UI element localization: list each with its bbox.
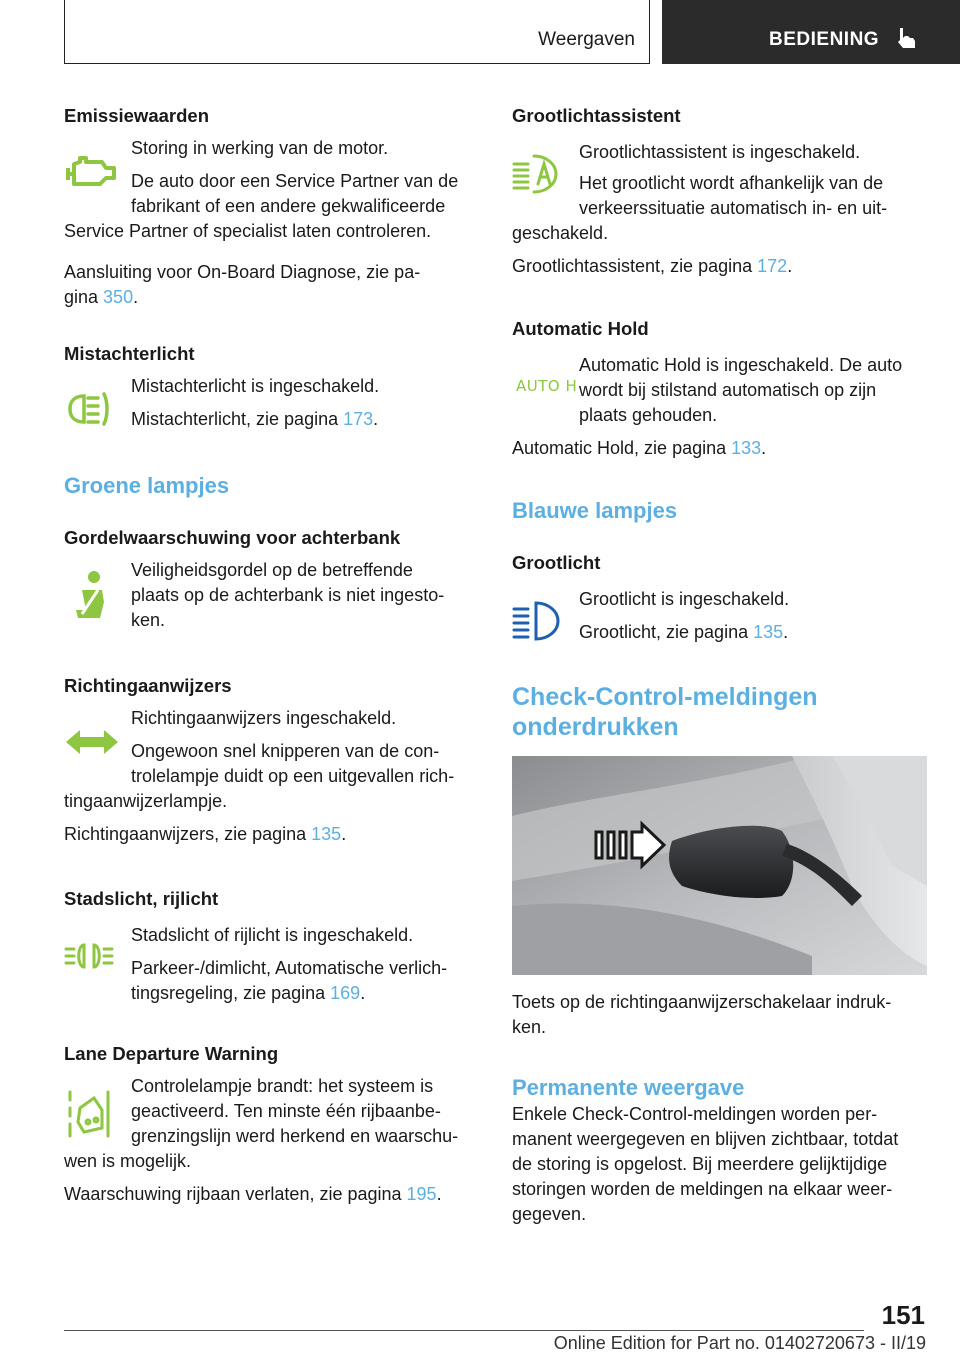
text-span: tingsregeling, zie pagina (131, 983, 331, 1003)
text-span: Grootlicht, zie pagina (579, 622, 754, 642)
page-link-133[interactable]: 133 (731, 438, 762, 458)
text-line: Grootlichtassistent is ingeschakeld. (579, 142, 861, 162)
section-permanente-weergave (512, 1074, 926, 1227)
text-line (512, 254, 926, 279)
page-link-350[interactable]: 350 (103, 287, 134, 307)
text-line (64, 822, 476, 847)
text-span: . (783, 622, 789, 642)
text-line (64, 1182, 476, 1207)
section-automatic-hold (512, 317, 926, 461)
heading-automatic-hold: Automatic Hold (512, 318, 649, 339)
text-line: wordt bij stilstand automatisch op zijn (579, 380, 877, 400)
text-line: Parkeer-/dimlicht, Automatische verlich- (131, 958, 448, 978)
text-line: Het grootlicht wordt afhankelijk van de (579, 173, 884, 193)
text-line (64, 407, 476, 432)
text-line: geactiveerd. Ten minste één rijbaanbe- (131, 1101, 441, 1121)
heading-mistachterlicht: Mistachterlicht (64, 343, 195, 364)
high-beam-assistant-icon (512, 152, 564, 196)
section-gordelwaarschuwing (64, 526, 476, 633)
lane-departure-icon (64, 1088, 114, 1140)
page-link-169[interactable]: 169 (330, 983, 361, 1003)
heading-gordelwaarschuwing: Gordelwaarschuwing voor achterbank (64, 527, 401, 548)
heading-grootlichtassistent: Grootlichtassistent (512, 105, 681, 126)
text-span: . (761, 438, 767, 458)
text-line: tingaanwijzerlampje. (64, 791, 228, 811)
text-line: Toets op de richtingaanwijzerschakelaar indruk- (512, 992, 892, 1012)
section-blauwe-lampjes (512, 497, 926, 525)
text-line: ken. (512, 1017, 547, 1037)
text-span: . (133, 287, 139, 307)
section-groene-lampjes (64, 472, 476, 500)
heading-grootlicht: Grootlicht (512, 552, 601, 573)
text-line: Service Partner of specialist laten controleren. (64, 221, 432, 241)
header-section-label: Weergaven (538, 29, 635, 50)
turn-signal-arrows-icon (64, 726, 120, 758)
text-line: plaats op de achterbank is niet ingesto- (131, 585, 445, 605)
section-grootlichtassistent (512, 104, 926, 279)
text-line: gegeven. (512, 1204, 587, 1224)
section-emissiewaarden (64, 104, 476, 310)
turn-signal-stalk-illustration (512, 756, 927, 975)
text-line: wen is mogelijk. (64, 1151, 192, 1171)
high-beam-icon (512, 599, 564, 643)
text-line: Grootlicht is ingeschakeld. (579, 589, 790, 609)
heading-richtingaanwijzers: Richtingaanwijzers (64, 675, 232, 696)
text-line: de storing is opgelost. Bij meerdere gelijktijdige (512, 1154, 888, 1174)
photo-caption (512, 990, 926, 1040)
heading-emissiewaarden: Emissiewaarden (64, 105, 209, 126)
page-link-135[interactable]: 135 (311, 824, 342, 844)
text-line: storingen worden de meldingen na elkaar weer- (512, 1179, 893, 1199)
section-stadslicht (64, 887, 476, 1006)
text-line: Veiligheidsgordel op de betreffende (131, 560, 413, 580)
text-line: ken. (131, 610, 166, 630)
text-span: Richtingaanwijzers, zie pagina (64, 824, 312, 844)
text-line: verkeerssituatie automatisch in- en uit- (579, 198, 888, 218)
heading-groene-lampjes: Groene lampjes (64, 473, 230, 498)
text-span: Waarschuwing rijbaan verlaten, zie pagina (64, 1184, 407, 1204)
text-span: . (436, 1184, 442, 1204)
heading-lane-departure: Lane Departure Warning (64, 1043, 279, 1064)
section-check-control (512, 682, 926, 742)
text-span: Grootlichtassistent, zie pagina (512, 256, 758, 276)
text-line: Mistachterlicht is ingeschakeld. (131, 376, 380, 396)
text-line: Aansluiting voor On-Board Diagnose, zie pa- (64, 262, 421, 282)
heading-blauwe-lampjes: Blauwe lampjes (512, 498, 678, 523)
text-span: Automatic Hold, zie pagina (512, 438, 732, 458)
page-link-135[interactable]: 135 (753, 622, 784, 642)
parking-light-icon (64, 941, 114, 971)
heading-check-control-2: onderdrukken (512, 713, 679, 741)
text-line: Ongewoon snel knipperen van de con- (131, 741, 440, 761)
text-line: geschakeld. (512, 223, 609, 243)
text-line: Controlelampje brandt: het systeem is (131, 1076, 434, 1096)
heading-check-control-1: Check-Control-meldingen (512, 683, 818, 711)
header-chapter-label: BEDIENING (769, 29, 880, 50)
text-line: Stadslicht of rijlicht is ingeschakeld. (131, 925, 414, 945)
text-span: . (373, 409, 379, 429)
rear-fog-light-icon (64, 390, 120, 430)
text-line: Storing in werking van de motor. (131, 138, 389, 158)
text-span: . (360, 983, 366, 1003)
text-line: manent weergegeven en blijven zichtbaar, totdat (512, 1129, 899, 1149)
page-number: 151 (881, 1300, 925, 1330)
text-line: Enkele Check-Control-meldingen worden per- (512, 1104, 878, 1124)
page-link-173[interactable]: 173 (343, 409, 374, 429)
text-line (512, 436, 926, 461)
text-span: . (787, 256, 793, 276)
section-grootlicht (512, 551, 926, 645)
text-line: Automatic Hold is ingeschakeld. De auto (579, 355, 903, 375)
heading-permanente-weergave: Permanente weergave (512, 1075, 745, 1100)
text-line: fabrikant of een andere gekwalificeerde (131, 196, 446, 216)
header-section-tab (64, 0, 650, 64)
text-line: trolelampje duidt op een uitgevallen rich- (131, 766, 455, 786)
footer-divider (64, 1330, 864, 1331)
auto-hold-icon: AUTO H (516, 377, 578, 395)
section-mistachterlicht (64, 342, 476, 432)
text-line (64, 285, 476, 310)
text-span: Mistachterlicht, zie pagina (131, 409, 344, 429)
text-line: De auto door een Service Partner van de (131, 171, 459, 191)
header-chapter-tab (662, 0, 960, 64)
text-line: grenzingslijn werd herkend en waarschu- (131, 1126, 459, 1146)
text-line: Richtingaanwijzers ingeschakeld. (131, 708, 397, 728)
page-link-172[interactable]: 172 (757, 256, 788, 276)
footer-edition-text: Online Edition for Part no. 01402720673 - II/19 (553, 1333, 926, 1353)
engine-icon (64, 152, 120, 192)
text-line (512, 620, 926, 645)
hand-pointer-icon (895, 26, 919, 52)
text-line: plaats gehouden. (579, 405, 718, 425)
section-lane-departure (64, 1042, 476, 1207)
text-span: gina (64, 287, 104, 307)
section-richtingaanwijzers (64, 674, 476, 847)
text-span: . (341, 824, 347, 844)
heading-stadslicht: Stadslicht, rijlicht (64, 888, 219, 909)
page-link-195[interactable]: 195 (406, 1184, 437, 1204)
text-line (64, 981, 476, 1006)
seatbelt-icon (64, 568, 120, 624)
